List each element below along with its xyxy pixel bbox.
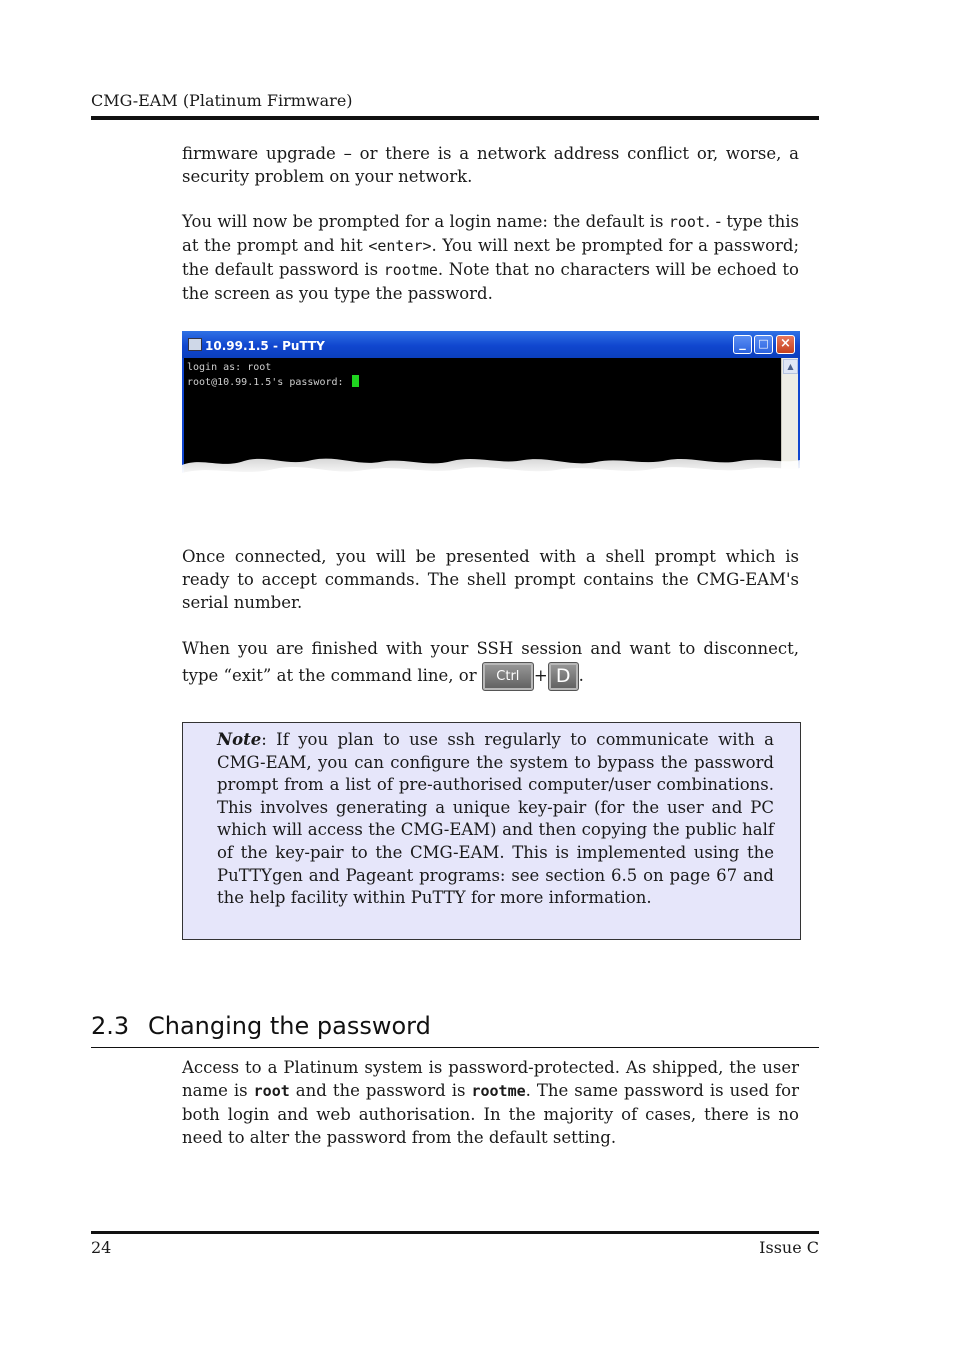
text: You will now be prompted for a login name: the default is — [182, 212, 669, 231]
note-body: : If you plan to use ssh regularly to communicate with a CMG-EAM, you can configure the system to bypass the password prompt from a list of pre-authorised computer/user combinations. This involves generating a unique key-pair (for the user and PC which will access the CMG-EAM) and then copying the public half of the key-pair to the CMG-EAM. This is implemented using the PuTTYgen and Pageant programs: see section 6.5 on page 67 and the help facility within PuTTY for more information. — [217, 730, 774, 908]
d-key-icon: D — [548, 662, 579, 691]
minimize-button[interactable]: _ — [733, 335, 752, 354]
paragraph-disconnect — [182, 635, 799, 691]
plus-sign: + — [533, 666, 548, 685]
text: and the password is — [289, 1081, 472, 1100]
code-root-bold: root — [253, 1082, 290, 1100]
torn-edge-fade — [182, 451, 800, 499]
putty-screenshot — [182, 331, 800, 499]
note-text — [217, 729, 774, 910]
section-rule — [91, 1047, 819, 1048]
terminal-cursor — [352, 375, 359, 387]
maximize-button[interactable]: □ — [754, 335, 773, 354]
paragraph-password — [182, 1056, 799, 1149]
text: . — [578, 666, 584, 685]
ctrl-key-icon: Ctrl — [482, 662, 534, 691]
code-root: root — [668, 213, 705, 231]
section-heading — [91, 1012, 431, 1040]
paragraph-shell-prompt: Once connected, you will be presented with a shell prompt which is ready to accept commands. The shell prompt contains the CMG-EAM's serial number. — [182, 547, 799, 612]
section-title: Changing the password — [148, 1012, 431, 1040]
terminal-line: login as: root — [187, 362, 272, 373]
putty-app-icon — [188, 338, 202, 351]
text: . - type this at the prompt and hit — [182, 212, 799, 255]
text: . You will next be prompted for a password; the default password is — [182, 236, 800, 279]
header-rule — [91, 116, 819, 120]
code-rootme: rootme — [383, 261, 438, 279]
terminal-line-text: root@10.99.1.5's password: — [187, 377, 350, 388]
code-enter: <enter> — [368, 237, 432, 255]
issue-label: Issue C — [759, 1238, 819, 1257]
page-header-title: CMG-EAM (Platinum Firmware) — [91, 91, 353, 110]
text: Access to a Platinum system is password-protected. As shipped, the user name is — [182, 1058, 799, 1100]
note-box — [182, 722, 801, 940]
putty-titlebar — [182, 331, 800, 358]
putty-window-title: 10.99.1.5 - PuTTY — [205, 339, 325, 353]
page-number: 24 — [91, 1238, 112, 1257]
scroll-up-icon[interactable]: ▲ — [783, 359, 798, 374]
paragraph-login-prompt — [182, 210, 799, 305]
close-button[interactable]: × — [776, 335, 795, 354]
text: . The same password is used for both login and web authorisation. In the majority of cases, there is no need to alter the password from the default setting. — [182, 1081, 799, 1147]
paragraph-firmware: firmware upgrade – or there is a network address conflict or, worse, a security problem on your network. — [182, 144, 799, 186]
code-rootme-bold: rootme — [471, 1082, 526, 1100]
text: When you are finished with your SSH session and want to disconnect, type “exit” at the command line, or — [182, 639, 799, 685]
terminal-line — [187, 375, 359, 390]
footer-rule — [91, 1231, 819, 1234]
text: . Note that no characters will be echoed to the screen as you type the password. — [182, 260, 799, 303]
section-number: 2.3 — [91, 1012, 130, 1040]
note-label: Note — [217, 730, 262, 749]
